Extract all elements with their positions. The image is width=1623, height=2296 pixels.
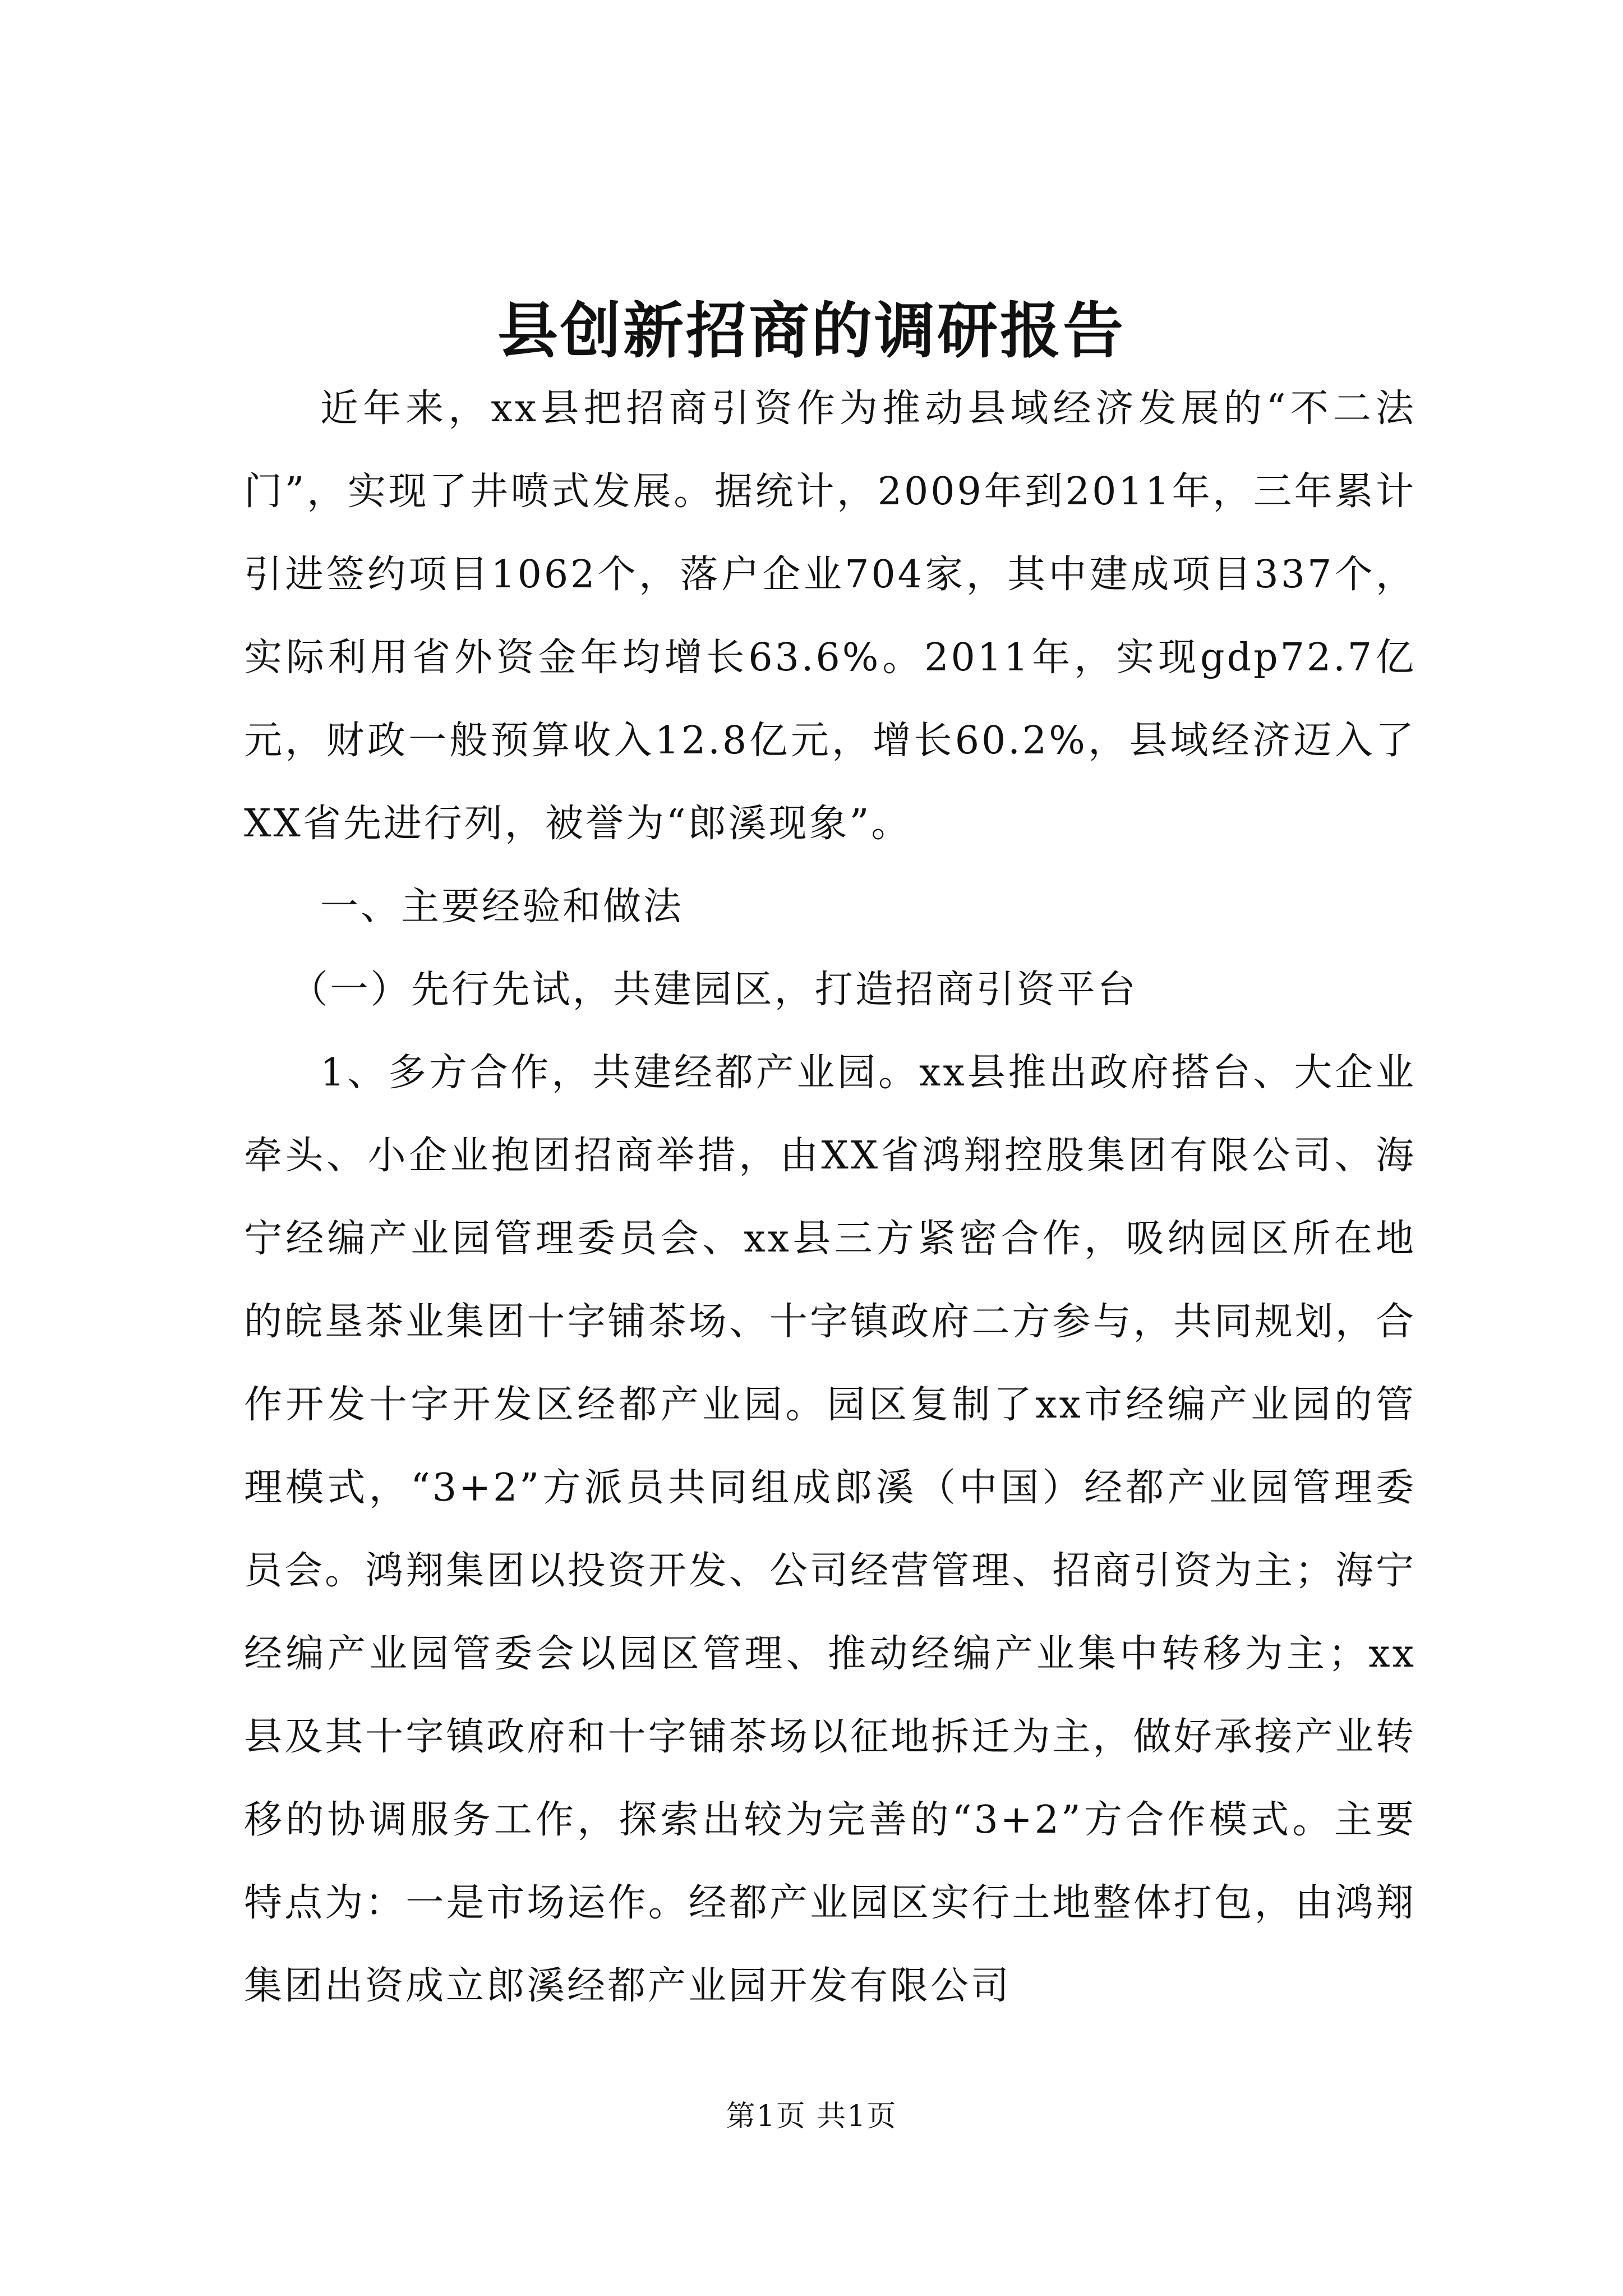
document-body [244, 367, 1416, 2028]
document-title: 县创新招商的调研报告 [497, 296, 1126, 366]
page-footer: 第1页 共1页 [726, 2100, 897, 2133]
subsection-heading: （一）先行先试，共建园区，打造招商引资平台 [289, 968, 1138, 1012]
intro-paragraph: 近年来，xx县把招商引资作为推动县域经济发展的“不二法门”，实现了井喷式发展。据统计，2009年到2011年，三年累计引进签约项目1062个，落户企业704家，其中建成项目337个，实际利用省外资金年均增长63.6%。2011年，实现gdp72.7亿元，财政一般预算收入12.8亿元，增长60.2%，县域经济迈入了XX省先进行列，被誉为“郎溪现象”。 [244, 386, 1416, 846]
body-paragraph: 1、多方合作，共建经都产业园。xx县推出政府搭台、大企业牵头、小企业抱团招商举措，由XX省鸿翔控股集团有限公司、海宁经编产业园管理委员会、xx县三方紧密合作，吸纳园区所在地的皖垦茶业集团十字铺茶场、十字镇政府二方参与，共同规划，合作开发十字开发区经都产业园。园区复制了xx市经编产业园的管理模式，“3+2”方派员共同组成郎溪（中国）经都产业园管理委员会。鸿翔集团以投资开发、公司经营管理、招商引资为主；海宁经编产业园管委会以园区管理、推动经编产业集中转移为主；xx县及其十字镇政府和十字铺茶场以征地拆迁为主，做好承接产业转移的协调服务工作，探索出较为完善的“3+2”方合作模式。主要特点为：一是市场运作。经都产业园区实行土地整体打包，由鸿翔集团出资成立郎溪经都产业园开发有限公司 [244, 1051, 1416, 2008]
section-heading: 一、主要经验和做法 [320, 885, 684, 929]
